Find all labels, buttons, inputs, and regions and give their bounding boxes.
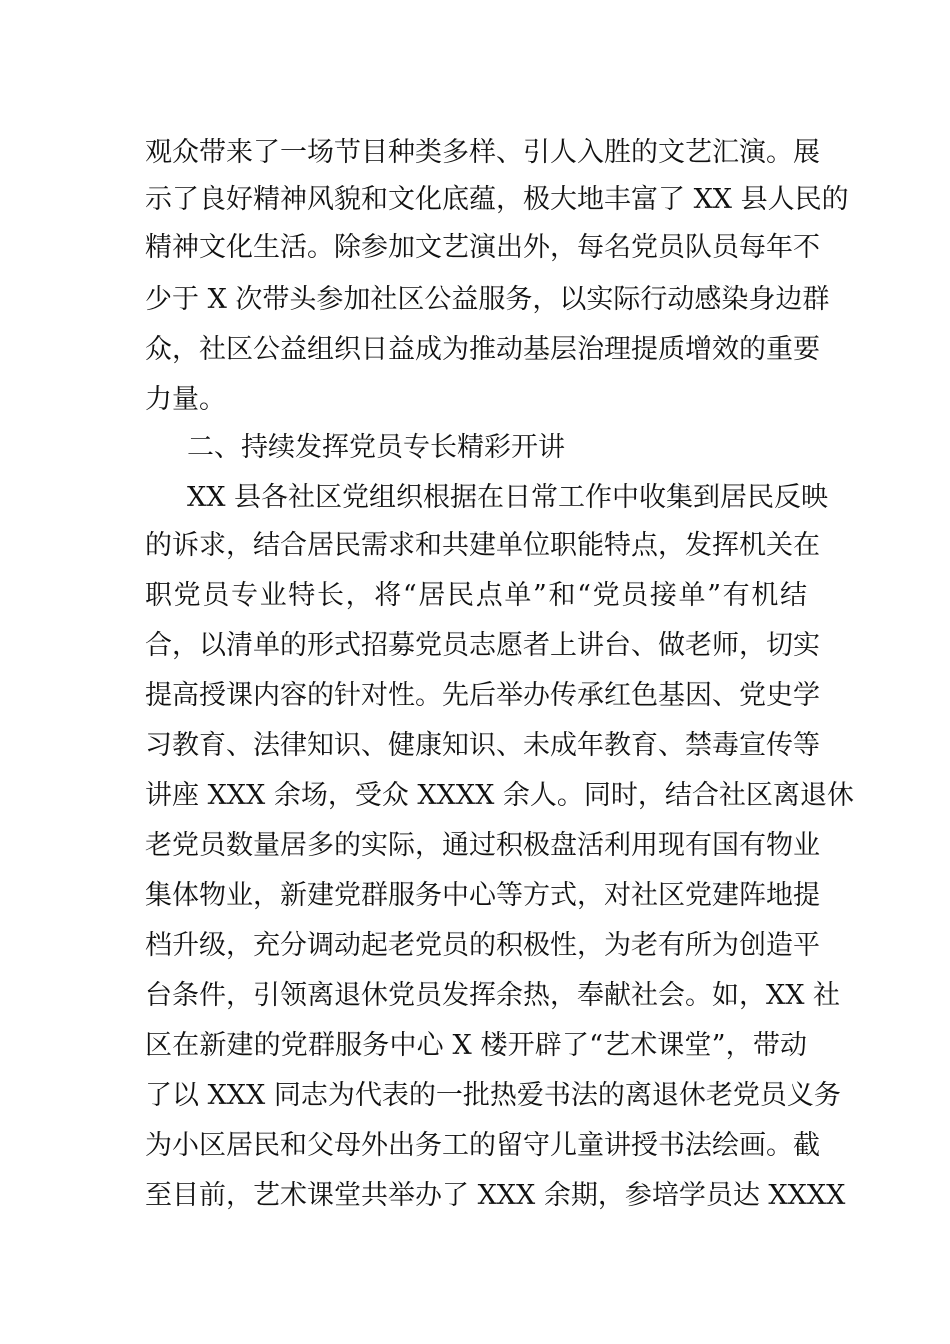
text-line: 至目前，艺术课堂共举办了 XXX 余期，参培学员达 XXXX bbox=[145, 1180, 846, 1211]
text-line: 少于 X 次带头参加社区公益服务，以实际行动感染身边群 bbox=[145, 284, 830, 315]
text-line: 台条件，引领离退休党员发挥余热，奉献社会。如，XX 社 bbox=[145, 980, 841, 1011]
text-line: 合，以清单的形式招募党员志愿者上讲台、做老师，切实 bbox=[145, 630, 820, 661]
text-line: 观众带来了一场节目种类多样、引人入胜的文艺汇演。展 bbox=[145, 137, 820, 168]
paragraph-first-line: XX 县各社区党组织根据在日常工作中收集到居民反映 bbox=[187, 482, 829, 513]
text-line: 区在新建的党群服务中心 X 楼开辟了“艺术课堂”，带动 bbox=[145, 1030, 807, 1061]
text-line: 提高授课内容的针对性。先后举办传承红色基因、党史学 bbox=[145, 680, 820, 711]
text-line: 集体物业，新建党群服务中心等方式，对社区党建阵地提 bbox=[145, 880, 820, 911]
text-line: 力量。 bbox=[145, 384, 226, 415]
text-line: 老党员数量居多的实际，通过积极盘活利用现有国有物业 bbox=[145, 830, 820, 861]
text-line: 讲座 XXX 余场，受众 XXXX 余人。同时，结合社区离退休 bbox=[145, 780, 854, 811]
text-line: 为小区居民和父母外出务工的留守儿童讲授书法绘画。截 bbox=[145, 1130, 820, 1161]
text-line: 档升级，充分调动起老党员的积极性，为老有所为创造平 bbox=[145, 930, 820, 961]
text-line: 习教育、法律知识、健康知识、未成年教育、禁毒宣传等 bbox=[145, 730, 820, 761]
text-line: 的诉求，结合居民需求和共建单位职能特点，发挥机关在 bbox=[145, 530, 820, 561]
text-line: 了以 XXX 同志为代表的一批热爱书法的离退休老党员义务 bbox=[145, 1080, 841, 1111]
text-line: 众，社区公益组织日益成为推动基层治理提质增效的重要 bbox=[145, 334, 820, 365]
text-line: 示了良好精神风貌和文化底蕴，极大地丰富了 XX 县人民的 bbox=[145, 184, 849, 215]
text-line: 精神文化生活。除参加文艺演出外，每名党员队员每年不 bbox=[145, 232, 820, 263]
text-line: 职党员专业特长，将“居民点单”和“党员接单”有机结 bbox=[145, 580, 807, 611]
section-heading: 二、持续发挥党员专长精彩开讲 bbox=[187, 432, 565, 463]
